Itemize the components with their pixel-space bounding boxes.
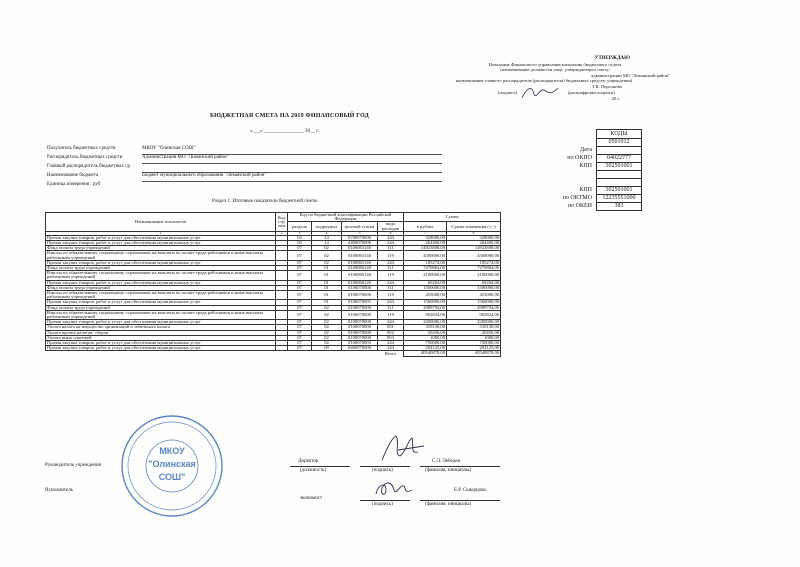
row-section: 07 <box>288 280 312 285</box>
row-expense: 111 <box>378 305 404 310</box>
approval-line: администрации МО "Лиманский район" <box>591 72 670 78</box>
field-label: Единица измерения : руб <box>47 182 101 187</box>
code-label: по ОКЕИ <box>567 203 592 209</box>
table-row <box>46 291 501 300</box>
position-caption: (должность) <box>300 468 327 473</box>
row-change: 453000,00 <box>447 291 501 300</box>
row-target: 0100070000 <box>342 305 378 310</box>
row-subsection: 02 <box>312 251 342 260</box>
col-header-subsection: подраздела <box>312 222 342 231</box>
row-sum: 4500000,00 <box>404 251 447 260</box>
col-number: 8 <box>447 231 501 235</box>
row-subsection: 01 <box>312 280 342 285</box>
row-expense: 244 <box>378 241 404 246</box>
field-label: Распорядитель бюджетных средств <box>47 155 123 160</box>
total-sum: 40540879,00 <box>404 351 447 356</box>
executor-signature <box>372 476 416 502</box>
row-sum: 264400,00 <box>404 241 447 246</box>
row-target: 0100070000 <box>342 285 378 290</box>
row-section: 03 <box>288 235 312 240</box>
table-row <box>46 251 501 260</box>
row-sum: 185274,00 <box>404 260 447 265</box>
row-change: 4500000,00 <box>447 251 501 260</box>
code-okpo: 04022777 <box>596 154 642 163</box>
table-row <box>46 271 501 280</box>
row-target: 0100070000 <box>342 310 378 319</box>
row-subsection: 09 <box>312 346 342 351</box>
row-change: 69204,00 <box>447 280 501 285</box>
head-position: Директор <box>298 459 319 464</box>
approval-header: УТВЕРЖДАЮ <box>594 55 630 61</box>
row-subsection: 02 <box>312 341 342 346</box>
row-expense: 119 <box>378 271 404 280</box>
row-section: 07 <box>288 291 312 300</box>
approval-signer-name: Т.В. Персонова <box>592 83 622 89</box>
row-target: 0100063140 <box>342 251 378 260</box>
row-subsection: 02 <box>312 310 342 319</box>
row-change: 328000,00 <box>447 235 501 240</box>
row-expense: 851 <box>378 325 404 330</box>
row-change: 7270864,00 <box>447 266 501 271</box>
row-expense: 119 <box>378 291 404 300</box>
row-name: Фонд оплаты труда учреждений <box>46 266 276 271</box>
row-target: 0100060140 <box>342 271 378 280</box>
col-number: 7 <box>404 231 447 235</box>
row-target: 0400070000 <box>342 346 378 351</box>
row-sum: 7270864,00 <box>404 266 447 271</box>
row-name: Фонд оплаты труда учреждений <box>46 246 276 251</box>
code-label: по ОКТМО <box>562 195 592 201</box>
row-target: 0100063140 <box>342 260 378 265</box>
row-expense: 244 <box>378 320 404 325</box>
code-label: Дата <box>580 147 592 153</box>
row-subsection: 02 <box>312 330 342 335</box>
row-section: 07 <box>288 346 312 351</box>
row-subsection: 02 <box>312 320 342 325</box>
executor-position: экономист <box>300 496 323 501</box>
col-header-code: Код стр оки <box>276 213 288 232</box>
code-form: 0501012 <box>596 138 642 147</box>
row-target: 0700070000 <box>342 235 378 240</box>
row-subsection: 02 <box>312 260 342 265</box>
row-section: 07 <box>288 300 312 305</box>
row-target: 4400070000 <box>342 241 378 246</box>
row-target: 0100070001 <box>342 300 378 305</box>
row-code <box>276 271 288 280</box>
col-header-name: Наименование показателя <box>46 213 276 232</box>
row-name: Прочая закупка товаров, работ и услуг для обеспечения муниципальных услуг <box>46 346 276 351</box>
field-label: Получатель бюджетных средств <box>47 146 116 151</box>
row-name: Прочая закупка товаров, работ и услуг для обеспечения муниципальных услуг <box>46 280 276 285</box>
approval-signature <box>520 82 560 104</box>
row-target: 0100070003 <box>342 341 378 346</box>
row-target: 0100070000 <box>342 325 378 330</box>
col-number: 6 <box>378 231 404 235</box>
row-subsection: 02 <box>312 335 342 340</box>
row-name: Уплата прочих налогов, сборов <box>46 330 276 335</box>
row-name: Уплата иных платежей <box>46 335 276 340</box>
row-change: 2200000,00 <box>447 320 501 325</box>
budget-table <box>45 212 501 357</box>
row-target: 0100060140 <box>342 280 378 285</box>
code-label: по ОКПО <box>567 155 592 161</box>
director-signature <box>378 432 428 464</box>
sign-caption: (подпись) <box>372 468 393 473</box>
row-expense: 244 <box>378 280 404 285</box>
row-change: 185274,00 <box>447 260 501 265</box>
row-code <box>276 251 288 260</box>
row-target: 0100060140 <box>342 266 378 271</box>
row-expense: 853 <box>378 335 404 340</box>
row-sum: 902824,00 <box>404 310 447 319</box>
field-label: Наименование бюджета <box>47 173 99 178</box>
organization-stamp <box>118 412 226 520</box>
row-sum: 204125,00 <box>404 346 447 351</box>
field-value: Бюджет муниципального образования "Лиманский район" <box>142 173 267 178</box>
row-section: 07 <box>288 266 312 271</box>
stamp-text: МКОУ <box>159 446 185 456</box>
row-subsection: 01 <box>312 300 342 305</box>
row-name: Взносы по обязательному социальному страхованию на выплаты по оплате труда работников и иные выплаты работникам учреждений <box>46 251 276 260</box>
row-change: 1560000,00 <box>447 300 501 305</box>
row-sum: 1000,00 <box>404 335 447 340</box>
row-sum: 2989794,00 <box>404 305 447 310</box>
row-subsection: 01 <box>312 291 342 300</box>
row-section: 07 <box>288 335 312 340</box>
row-sum: 2200000,00 <box>404 320 447 325</box>
approval-year: 20 г. <box>611 95 620 101</box>
row-name: Взносы по обязательному социальному страхованию на выплаты по оплате труда работников и иные выплаты работникам учреждений <box>46 310 276 319</box>
row-sum: 1560000,00 <box>404 300 447 305</box>
row-subsection: 01 <box>312 266 342 271</box>
document-title: БЮДЖЕТНАЯ СМЕТА НА 2019 ФИНАНСОВЫЙ ГОД <box>210 113 370 119</box>
row-section: 07 <box>288 320 312 325</box>
row-subsection: 02 <box>312 305 342 310</box>
row-change: 318130,00 <box>447 325 501 330</box>
row-section: 07 <box>288 341 312 346</box>
stamp-text: СОШ" <box>158 472 186 482</box>
row-expense: 244 <box>378 346 404 351</box>
row-change: 902824,00 <box>447 310 501 319</box>
col-header-rub: в рублях <box>404 222 447 231</box>
row-sum: 1500000,00 <box>404 285 447 290</box>
row-sum: 453000,00 <box>404 291 447 300</box>
row-name: Прочая закупка товаров, работ и услуг для обеспечения муниципальных услуг <box>46 241 276 246</box>
row-change: 1500000,00 <box>447 285 501 290</box>
head-label: Руководитель учреждения <box>45 463 101 468</box>
row-name: Фонд оплаты труда учреждений <box>46 285 276 290</box>
row-name: Прочая закупка товаров, работ и услуг для обеспечения муниципальных услуг <box>46 235 276 240</box>
row-expense: 244 <box>378 260 404 265</box>
row-section: 07 <box>288 246 312 251</box>
row-name: Прочая закупка товаров, работ и услуг для обеспечения муниципальных услуг <box>46 320 276 325</box>
row-section: 07 <box>288 305 312 310</box>
col-number: 4 <box>312 231 342 235</box>
code-oktmo: 12235551000 <box>596 194 642 203</box>
field-label: Главный распорядитель бюджетных ср <box>47 164 130 169</box>
row-expense: 244 <box>378 300 404 305</box>
row-section: 03 <box>288 241 312 246</box>
row-expense: 119 <box>378 251 404 260</box>
col-header-change: Сумма изменения (+,-) <box>447 222 501 231</box>
row-target: 0100070000 <box>342 330 378 335</box>
field-value: МКОУ "Олинская СОШ" <box>142 146 196 151</box>
row-section: 07 <box>288 271 312 280</box>
col-number: 3 <box>288 231 312 235</box>
row-expense: 119 <box>378 310 404 319</box>
row-target: 0100063140 <box>342 246 378 251</box>
total-change: 40540879,00 <box>447 351 501 356</box>
row-section: 07 <box>288 285 312 290</box>
approval-line: наименование главного распорядителя (распорядителя) бюджетных средств; учреждения) <box>455 78 633 84</box>
code-okei: 383 <box>596 202 642 211</box>
executor-name: Е.Р. Скворцова <box>454 488 486 493</box>
name-caption: (фамилия, инициалы) <box>425 502 472 507</box>
row-target: 0100070000 <box>342 335 378 340</box>
col-number: 1 <box>46 231 276 235</box>
row-section: 07 <box>288 325 312 330</box>
row-sum: 318130,00 <box>404 325 447 330</box>
row-name: Фонд оплаты труда учреждений <box>46 305 276 310</box>
row-change: 204125,00 <box>447 346 501 351</box>
table-row <box>46 310 501 319</box>
name-caption: (фамилия, инициалы) <box>425 468 472 473</box>
row-code <box>276 291 288 300</box>
row-sum: 14923808,00 <box>404 246 447 251</box>
row-sum: 20456,00 <box>404 330 447 335</box>
row-expense: 111 <box>378 246 404 251</box>
row-change: 2989794,00 <box>447 305 501 310</box>
approval-line: Начальник Финансового управления-начальник бюджетного отдела <box>488 61 622 67</box>
row-sum: 69204,00 <box>404 280 447 285</box>
row-change: 14923808,00 <box>447 246 501 251</box>
row-expense: 244 <box>378 341 404 346</box>
row-subsection: 02 <box>312 325 342 330</box>
col-header-section: раздела <box>288 222 312 231</box>
head-name: С.Л. Лебедев <box>432 459 460 464</box>
col-number: 5 <box>342 231 378 235</box>
code-label: КПП <box>579 187 592 193</box>
sign-caption: (подпись) <box>372 502 393 507</box>
row-sum: 750000,00 <box>404 341 447 346</box>
executor-label: Исполнитель <box>45 488 73 493</box>
row-subsection: 14 <box>312 235 342 240</box>
row-name: Уплата налога на имущество организаций и земельного налога <box>46 325 276 330</box>
col-number: 2 <box>276 231 288 235</box>
row-change: 264400,00 <box>447 241 501 246</box>
row-section: 07 <box>288 251 312 260</box>
col-header-target: целевой статьи <box>342 222 378 231</box>
row-name: Прочая закупка товаров, работ и услуг для обеспечения муниципальных услуг <box>46 260 276 265</box>
row-change: 20456,00 <box>447 330 501 335</box>
date-line: «___» ________________ 20__ г. <box>250 129 319 134</box>
row-change: 1000,00 <box>447 335 501 340</box>
row-expense: 244 <box>378 235 404 240</box>
row-name: Взносы по обязательному социальному страхованию на выплаты по оплате труда работников и иные выплаты работникам учреждений <box>46 291 276 300</box>
total-label: Итого <box>384 350 397 356</box>
row-target: 0100070000 <box>342 291 378 300</box>
row-name: Прочая закупка товаров, работ и услуг для обеспечения муниципальных услуг <box>46 341 276 346</box>
row-expense: 852 <box>378 330 404 335</box>
row-code <box>276 310 288 319</box>
row-change: 750000,00 <box>447 341 501 346</box>
row-subsection: 02 <box>312 246 342 251</box>
field-value: Администрация МО "Лиманский район" <box>142 155 229 160</box>
approval-decode-caption: (расшифровка подписи) <box>568 89 615 95</box>
row-name: Взносы по обязательному социальному страхованию на выплаты по оплате труда работников и иные выплаты работникам учреждений <box>46 271 276 280</box>
codes-header: КОДЫ <box>596 129 642 139</box>
row-name: Прочая закупка товаров, работ и услуг для обеспечения муниципальных услуг <box>46 300 276 305</box>
section-title: Раздел 1. Итоговые показатели бюджетной сметы <box>212 199 318 204</box>
row-expense: 111 <box>378 285 404 290</box>
row-subsection: 01 <box>312 271 342 280</box>
row-sum: 328000,00 <box>404 235 447 240</box>
col-header-budget: Код по бюджетной классификации Российской Федерации <box>288 213 404 222</box>
row-change: 2100000,00 <box>447 271 501 280</box>
stamp-text: "Олинская <box>148 459 196 469</box>
row-subsection: 01 <box>312 285 342 290</box>
approval-sign-caption: (подпись) <box>498 89 518 95</box>
approval-line: (наименование должности лица, утверждающего смету; <box>500 67 610 73</box>
row-section: 07 <box>288 260 312 265</box>
row-subsection: 14 <box>312 241 342 246</box>
row-sum: 2100000,00 <box>404 271 447 280</box>
col-header-expense: вида расходов <box>378 222 404 231</box>
code-label: КПП <box>579 163 592 169</box>
code-kpp-2: 302501001 <box>596 186 642 195</box>
row-section: 07 <box>288 310 312 319</box>
row-target: 0100070000 <box>342 320 378 325</box>
row-section: 07 <box>288 330 312 335</box>
row-expense: 111 <box>378 266 404 271</box>
col-header-sum: Сумма <box>404 213 501 222</box>
code-kpp: 302501001 <box>596 162 642 171</box>
